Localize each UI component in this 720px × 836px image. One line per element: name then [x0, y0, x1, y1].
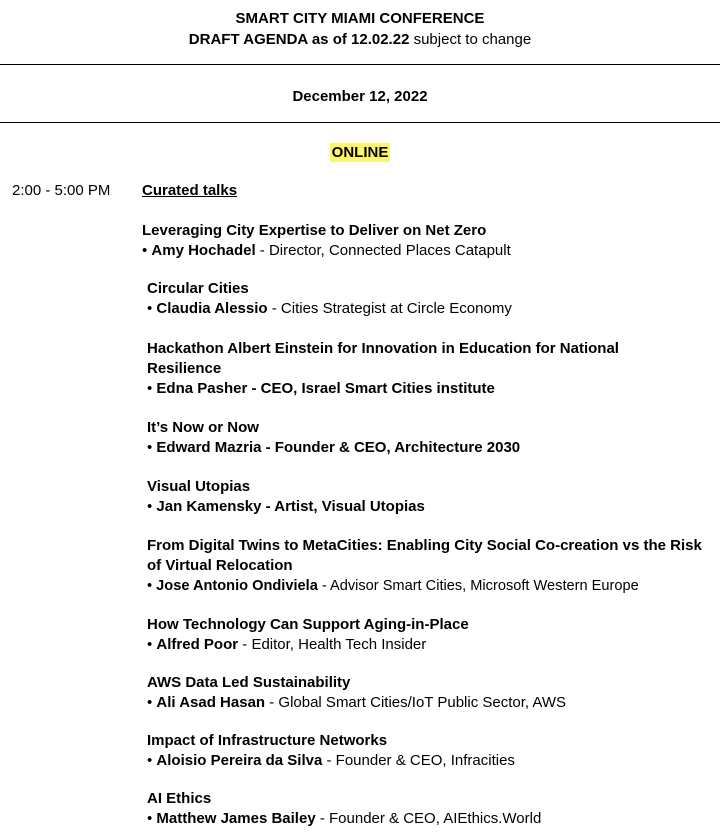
talk-speaker: • Edward Mazria - Founder & CEO, Architecture 2030 — [147, 439, 521, 456]
talk-item — [147, 789, 720, 829]
speaker-role: - Founder & CEO, AIEthics.World — [315, 810, 542, 827]
event-date: December 12, 2022 — [292, 88, 428, 105]
talk-speaker: • Ali Asad Hasan - Global Smart Cities/IoT Public Sector, AWS — [147, 694, 567, 711]
talk-title: AWS Data Led Sustainability — [147, 674, 351, 691]
speaker-name: Jan Kamensky — [156, 498, 262, 515]
speaker-name: Edna Pasher — [156, 380, 248, 397]
talk-speaker: • Aloisio Pereira da Silva - Founder & CEO, Infracities — [147, 752, 515, 769]
talk-speaker: • Jose Antonio Ondiviela - Advisor Smart Cities, Microsoft Western Europe — [147, 578, 639, 594]
talk-item — [147, 339, 692, 399]
speaker-role: - CEO, Israel Smart Cities institute — [247, 380, 495, 397]
speaker-name: Amy Hochadel — [151, 242, 256, 259]
conference-title: SMART CITY MIAMI CONFERENCE — [235, 10, 485, 27]
talk-item — [147, 279, 720, 319]
speaker-role: - Cities Strategist at Circle Economy — [267, 300, 512, 317]
talk-item — [147, 536, 707, 596]
speaker-role: - Founder & CEO, Architecture 2030 — [261, 439, 521, 456]
talk-item — [147, 673, 720, 713]
talk-title: Hackathon Albert Einstein for Innovation in Education for National Resilience — [147, 340, 619, 377]
talk-title: It’s Now or Now — [147, 419, 259, 436]
speaker-name: Claudia Alessio — [156, 300, 268, 317]
speaker-name: Matthew James Bailey — [156, 810, 316, 827]
speaker-name: Aloisio Pereira da Silva — [156, 752, 323, 769]
talk-title: Impact of Infrastructure Networks — [147, 732, 388, 749]
talk-item — [147, 477, 720, 517]
talk-item — [147, 615, 720, 655]
speaker-role: - Artist, Visual Utopias — [261, 498, 425, 515]
speaker-role: - Founder & CEO, Infracities — [322, 752, 515, 769]
speaker-name: Edward Mazria — [156, 439, 262, 456]
speaker-role: - Editor, Health Tech Insider — [238, 636, 427, 653]
speaker-name: Ali Asad Hasan — [156, 694, 266, 711]
online-badge — [0, 144, 720, 161]
agenda-subtitle — [0, 29, 720, 50]
talk-title: AI Ethics — [147, 790, 212, 807]
divider-bottom — [0, 122, 720, 123]
agenda-note: subject to change — [409, 31, 532, 48]
talk-speaker: • Alfred Poor - Editor, Health Tech Insider — [147, 636, 427, 653]
agenda-date-label: DRAFT AGENDA as of 12.02.22 — [188, 31, 410, 48]
talk-item — [147, 418, 720, 458]
talk-speaker: • Jan Kamensky - Artist, Visual Utopias — [147, 498, 425, 515]
speaker-role: - Director, Connected Places Catapult — [255, 242, 511, 259]
talk-speaker: • Claudia Alessio - Cities Strategist at Circle Economy — [147, 300, 512, 317]
session-time: 2:00 - 5:00 PM — [12, 182, 111, 199]
talk-speaker: • Amy Hochadel - Director, Connected Places Catapult — [142, 242, 511, 259]
talk-title: From Digital Twins to MetaCities: Enabling City Social Co-creation vs the Risk of Virtual Relocation — [147, 537, 702, 574]
speaker-role: - Global Smart Cities/IoT Public Sector, AWS — [265, 694, 567, 711]
divider-top — [0, 64, 720, 65]
talk-speaker: • Edna Pasher - CEO, Israel Smart Cities institute — [147, 380, 495, 397]
talk-title: Visual Utopias — [147, 478, 251, 495]
agenda-header — [0, 0, 720, 50]
talk-title: Leveraging City Expertise to Deliver on Net Zero — [142, 222, 487, 239]
speaker-name: Jose Antonio Ondiviela — [156, 578, 318, 594]
talk-item — [142, 221, 717, 261]
talk-speaker: • Matthew James Bailey - Founder & CEO, AIEthics.World — [147, 810, 542, 827]
online-label: ONLINE — [331, 144, 389, 161]
talk-title: How Technology Can Support Aging-in-Place — [147, 616, 469, 633]
talk-title: Circular Cities — [147, 280, 249, 297]
speaker-role: - Advisor Smart Cities, Microsoft Western Europe — [317, 578, 639, 594]
speaker-name: Alfred Poor — [156, 636, 239, 653]
session-title: Curated talks — [142, 182, 238, 199]
talk-item — [147, 731, 720, 771]
